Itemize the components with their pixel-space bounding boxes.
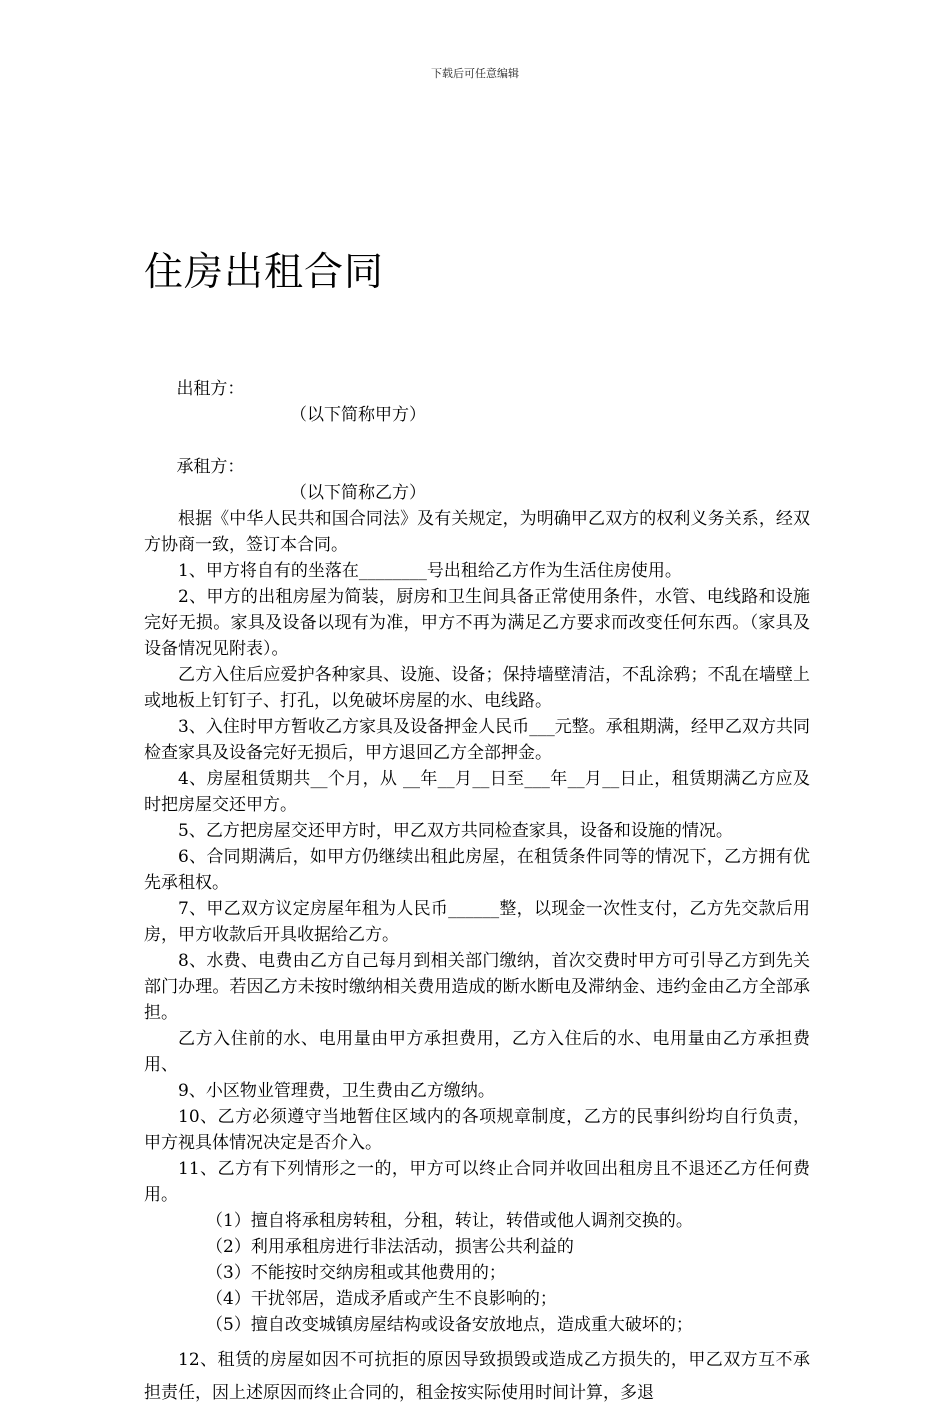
header-note: 下载后可任意编辑 — [431, 67, 519, 80]
paragraph-clause-11: 11、乙方有下列情形之一的，甲方可以终止合同并收回出租房且不退还乙方任何费用。 — [144, 1159, 810, 1205]
list-item: （4）干扰邻居，造成矛盾或产生不良影响的； — [206, 1289, 557, 1309]
paragraph-clause-2: 2、甲方的出租房屋为简装，厨房和卫生间具备正常使用条件，水管、电线路和设施完好无损。家具及设备以现有为准，甲方不再为满足乙方要求而改变任何东西。（家具及设备情况见附表）。 — [144, 587, 810, 659]
party-lessee-label: 承租方： — [176, 457, 245, 477]
party-lessor — [144, 350, 810, 425]
paragraph-clause-9: 9、小区物业管理费，卫生费由乙方缴纳。 — [178, 1081, 495, 1101]
paragraph-clause-2-care: 乙方入住后应爱护各种家具、设施、设备；保持墙壁清洁，不乱涂鸦；不乱在墙壁上或地板上钉钉子、打孔，以免破坏房屋的水、电线路。 — [144, 665, 810, 711]
list-item: （5）擅自改变城镇房屋结构或设备安放地点，造成重大破坏的； — [206, 1315, 693, 1335]
paragraph-clause-8-utilities: 乙方入住前的水、电用量由甲方承担费用，乙方入住后的水、电用量由乙方承担费用、 — [144, 1029, 810, 1075]
paragraph-clause-12: 12、租赁的房屋如因不可抗拒的原因导致损毁或造成乙方损失的，甲乙双方互不承担责任，因上述原因而终止合同的，租金按实际使用时间计算，多退 — [144, 1350, 810, 1403]
paragraph-preamble: 根据《中华人民共和国合同法》及有关规定，为明确甲乙双方的权利义务关系，经双方协商一致，签订本合同。 — [144, 509, 810, 555]
page-title: 住房出租合同 — [144, 250, 385, 295]
party-lessor-label: 出租方： — [176, 379, 245, 399]
paragraph-clause-10: 10、乙方必须遵守当地暂住区域内的各项规章制度，乙方的民事纠纷均自行负责，甲方视具体情况决定是否介入。 — [144, 1107, 810, 1153]
paragraph-clause-3: 3、入住时甲方暂收乙方家具及设备押金人民币___元整。承租期满，经甲乙双方共同检查家具及设备完好无损后，甲方退回乙方全部押金。 — [144, 717, 810, 763]
list-item: （1）擅自将承租房转租，分租，转让，转借或他人调剂交换的。 — [206, 1211, 693, 1231]
party-lessee-note: （以下简称乙方） — [290, 483, 426, 503]
paragraph-clause-4: 4、房屋租赁期共__个月，从 __年__月__日至___年__月__日止，租赁期满乙方应及时把房屋交还甲方。 — [144, 769, 810, 815]
party-lessee — [144, 428, 810, 503]
paragraph-clause-6: 6、合同期满后，如甲方仍继续出租此房屋，在租赁条件同等的情况下，乙方拥有优先承租权。 — [144, 847, 810, 893]
paragraph-clause-7: 7、甲乙双方议定房屋年租为人民币______整，以现金一次性支付，乙方先交款后用房，甲方收款后开具收据给乙方。 — [144, 899, 810, 945]
paragraph-clause-5: 5、乙方把房屋交还甲方时，甲乙双方共同检查家具，设备和设施的情况。 — [178, 821, 733, 841]
list-item: （2）利用承租房进行非法活动，损害公共利益的 — [206, 1237, 574, 1257]
party-lessor-note: （以下简称甲方） — [290, 405, 426, 425]
paragraph-clause-1: 1、甲方将自有的坐落在________号出租给乙方作为生活住房使用。 — [178, 561, 682, 581]
paragraph-clause-8: 8、水费、电费由乙方自己每月到相关部门缴纳，首次交费时甲方可引导乙方到先关部门办理。若因乙方未按时缴纳相关费用造成的断水断电及滞纳金、违约金由乙方全部承担。 — [144, 951, 810, 1023]
list-item: （3）不能按时交纳房租或其他费用的； — [206, 1263, 506, 1283]
contract-body — [144, 248, 810, 1410]
